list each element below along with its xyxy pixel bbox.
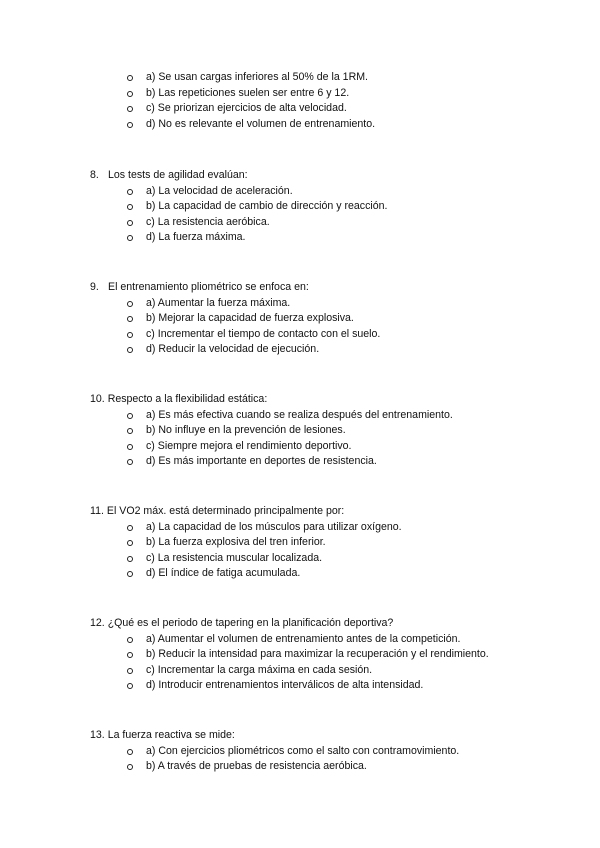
options-list <box>0 184 600 246</box>
hollow-circle-bullet-icon <box>127 668 133 674</box>
options-list <box>0 296 600 358</box>
question-heading <box>0 616 600 632</box>
hollow-circle-bullet-icon <box>127 652 133 658</box>
hollow-circle-bullet-icon <box>127 220 133 226</box>
options-list <box>0 632 600 694</box>
hollow-circle-bullet-icon <box>127 525 133 531</box>
question-heading <box>0 504 600 520</box>
option-a: a) La velocidad de aceleración. <box>0 184 600 200</box>
option-d: d) La fuerza máxima. <box>0 230 600 246</box>
question-number: 11. <box>90 505 104 517</box>
question-10 <box>0 392 600 470</box>
hollow-circle-bullet-icon <box>127 204 133 210</box>
option-a: a) Se usan cargas inferiores al 50% de la 1RM. <box>0 70 600 86</box>
hollow-circle-bullet-icon <box>127 75 133 81</box>
options-list <box>0 408 600 470</box>
option-d: d) No es relevante el volumen de entrenamiento. <box>0 117 600 133</box>
question-number: 8. <box>90 169 99 181</box>
question-text: Los tests de agilidad evalúan: <box>108 169 248 181</box>
option-a: a) Aumentar el volumen de entrenamiento antes de la competición. <box>0 632 600 648</box>
hollow-circle-bullet-icon <box>127 347 133 353</box>
option-d: d) El índice de fatiga acumulada. <box>0 566 600 582</box>
question-heading <box>0 728 600 744</box>
option-a: a) Aumentar la fuerza máxima. <box>0 296 600 312</box>
question-text: 13. La fuerza reactiva se mide: <box>90 729 235 741</box>
options-list <box>0 744 600 775</box>
hollow-circle-bullet-icon <box>127 764 133 770</box>
hollow-circle-bullet-icon <box>127 122 133 128</box>
hollow-circle-bullet-icon <box>127 413 133 419</box>
question-text: 12. ¿Qué es el periodo de tapering en la planificación deportiva? <box>90 617 394 629</box>
hollow-circle-bullet-icon <box>127 556 133 562</box>
question-13 <box>0 728 600 775</box>
option-b: b) Reducir la intensidad para maximizar la recuperación y el rendimiento. <box>0 647 600 663</box>
question-text: 10. Respecto a la flexibilidad estática: <box>90 393 268 405</box>
option-b: b) La fuerza explosiva del tren inferior. <box>0 535 600 551</box>
option-a: a) Es más efectiva cuando se realiza después del entrenamiento. <box>0 408 600 424</box>
option-b: b) Las repeticiones suelen ser entre 6 y 12. <box>0 86 600 102</box>
question-text: El entrenamiento pliométrico se enfoca en: <box>108 281 309 293</box>
question-11 <box>0 504 600 582</box>
hollow-circle-bullet-icon <box>127 444 133 450</box>
hollow-circle-bullet-icon <box>127 189 133 195</box>
question-heading <box>0 168 600 184</box>
option-b: b) Mejorar la capacidad de fuerza explosiva. <box>0 311 600 327</box>
question-heading <box>0 280 600 296</box>
options-list <box>0 70 600 132</box>
hollow-circle-bullet-icon <box>127 540 133 546</box>
option-d: d) Reducir la velocidad de ejecución. <box>0 342 600 358</box>
option-c: c) Incrementar la carga máxima en cada sesión. <box>0 663 600 679</box>
option-a: a) Con ejercicios pliométricos como el salto con contramovimiento. <box>0 744 600 760</box>
question-7-tail <box>0 70 600 132</box>
question-9 <box>0 280 600 358</box>
option-d: d) Introducir entrenamientos interválicos de alta intensidad. <box>0 678 600 694</box>
hollow-circle-bullet-icon <box>127 316 133 322</box>
hollow-circle-bullet-icon <box>127 91 133 97</box>
hollow-circle-bullet-icon <box>127 637 133 643</box>
question-8 <box>0 168 600 246</box>
option-b: b) A través de pruebas de resistencia aeróbica. <box>0 759 600 775</box>
question-heading <box>0 392 600 408</box>
option-b: b) La capacidad de cambio de dirección y reacción. <box>0 199 600 215</box>
question-number: 9. <box>90 281 99 293</box>
option-c: c) Siempre mejora el rendimiento deportivo. <box>0 439 600 455</box>
hollow-circle-bullet-icon <box>127 459 133 465</box>
hollow-circle-bullet-icon <box>127 749 133 755</box>
question-number: 12. <box>90 617 105 629</box>
hollow-circle-bullet-icon <box>127 571 133 577</box>
hollow-circle-bullet-icon <box>127 235 133 241</box>
option-d: d) Es más importante en deportes de resistencia. <box>0 454 600 470</box>
option-a: a) La capacidad de los músculos para utilizar oxígeno. <box>0 520 600 536</box>
option-c: c) Se priorizan ejercicios de alta velocidad. <box>0 101 600 117</box>
question-12 <box>0 616 600 694</box>
option-c: c) Incrementar el tiempo de contacto con el suelo. <box>0 327 600 343</box>
option-c: c) La resistencia muscular localizada. <box>0 551 600 567</box>
hollow-circle-bullet-icon <box>127 332 133 338</box>
hollow-circle-bullet-icon <box>127 301 133 307</box>
question-number: 10. <box>90 393 105 405</box>
hollow-circle-bullet-icon <box>127 106 133 112</box>
question-text: 11. El VO2 máx. está determinado principalmente por: <box>90 505 345 517</box>
option-b: b) No influye en la prevención de lesiones. <box>0 423 600 439</box>
hollow-circle-bullet-icon <box>127 428 133 434</box>
options-list <box>0 520 600 582</box>
option-c: c) La resistencia aeróbica. <box>0 215 600 231</box>
hollow-circle-bullet-icon <box>127 683 133 689</box>
question-number: 13. <box>90 729 105 741</box>
